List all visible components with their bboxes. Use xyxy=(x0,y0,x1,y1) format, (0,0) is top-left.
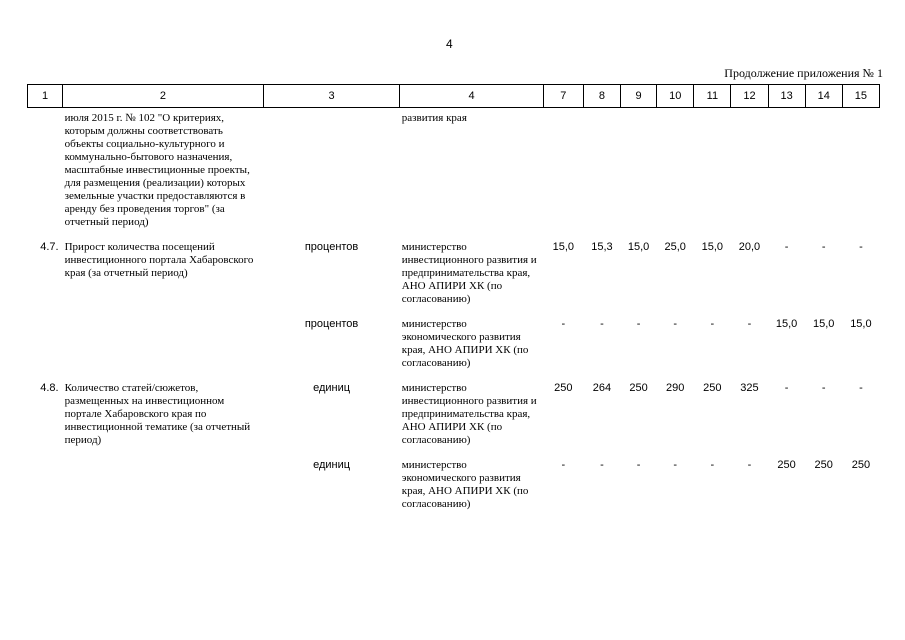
table-row xyxy=(28,370,880,447)
unit-cell xyxy=(263,108,399,230)
value-cell-col-15: - xyxy=(859,382,863,394)
responsible-cell: министерство инвестиционного развития и предпринимательства края, АНО АПИРИ ХК (по согласованию) xyxy=(401,382,537,446)
value-cell-col-11: 15,0 xyxy=(701,241,724,253)
unit-cell: процентов xyxy=(304,318,359,330)
header-cell-col-13: 13 xyxy=(768,85,805,108)
value-cell-col-12 xyxy=(731,108,768,230)
responsible-cell: министерство инвестиционного развития и предпринимательства края, АНО АПИРИ ХК (по согласованию) xyxy=(401,241,537,305)
value-cell-col-14 xyxy=(805,108,842,230)
value-cell-col-10 xyxy=(657,108,694,230)
value-cell-col-7: 250 xyxy=(554,382,573,394)
header-cell-col-8: 8 xyxy=(583,85,620,108)
value-cell-col-9: - xyxy=(636,318,641,330)
header-cell-col-12: 12 xyxy=(731,85,768,108)
table-row xyxy=(28,447,880,511)
table-row xyxy=(28,229,880,306)
value-cell-col-12: - xyxy=(747,318,752,330)
value-cell-col-9: 15,0 xyxy=(627,241,650,253)
table-body xyxy=(28,108,880,512)
value-cell-col-13: - xyxy=(784,382,789,394)
value-cell-col-9: - xyxy=(636,459,641,471)
value-cell-col-13: 15,0 xyxy=(775,318,798,330)
value-cell-col-11: 250 xyxy=(703,382,722,394)
header-cell-col-7: 7 xyxy=(543,85,583,108)
value-cell-col-11: - xyxy=(710,459,715,471)
row-code: 4.8. xyxy=(40,382,59,394)
value-cell-col-14: - xyxy=(821,382,826,394)
value-cell-col-15: 250 xyxy=(851,459,871,471)
row-code xyxy=(28,306,63,370)
value-cell-col-12: 325 xyxy=(740,382,759,394)
value-cell-col-10: - xyxy=(673,318,678,330)
value-cell-col-8 xyxy=(583,108,620,230)
value-cell-col-11 xyxy=(694,108,731,230)
table-row xyxy=(28,108,880,230)
unit-cell: процентов xyxy=(304,241,359,253)
indicator-name: июля 2015 г. № 102 "О критериях, которым должны соответствовать объекты социально-культурного и коммунально-бытового назначения, масштабные инвестиционные проекты, для размещения (реализации) которых земельные участки предоставляются в аренду без проведения торгов" (за отчетный период) xyxy=(64,112,250,228)
value-cell-col-8: - xyxy=(600,318,604,330)
indicator-name xyxy=(63,306,264,370)
row-code: 4.7. xyxy=(40,241,59,253)
header-cell-col-2: 2 xyxy=(63,85,264,108)
value-cell-col-12: - xyxy=(747,459,752,471)
row-code xyxy=(28,108,63,230)
indicator-name: Количество статей/сюжетов, размещенных на инвестиционном портале Хабаровского края по инвестиционной тематике (за отчетный период) xyxy=(64,382,251,446)
value-cell-col-13: - xyxy=(784,241,789,253)
responsible-cell: министерство экономического развития края, АНО АПИРИ ХК (по согласованию) xyxy=(401,318,529,369)
header-cell-col-15: 15 xyxy=(842,85,879,108)
header-cell-col-9: 9 xyxy=(621,85,657,108)
value-cell-col-11: - xyxy=(710,318,715,330)
header-cell-col-11: 11 xyxy=(694,85,731,108)
header-cell-col-3: 3 xyxy=(263,85,399,108)
value-cell-col-12: 20,0 xyxy=(738,241,761,253)
value-cell-col-7 xyxy=(543,108,583,230)
responsible-cell: министерство экономического развития края, АНО АПИРИ ХК (по согласованию) xyxy=(401,459,529,510)
header-cell-col-14: 14 xyxy=(805,85,842,108)
value-cell-col-9: 250 xyxy=(629,382,648,394)
value-cell-col-7: 15,0 xyxy=(552,241,575,253)
value-cell-col-14: - xyxy=(821,241,826,253)
value-cell-col-10: 290 xyxy=(666,382,685,394)
value-cell-col-8: - xyxy=(600,459,604,471)
value-cell-col-13: 250 xyxy=(777,459,796,471)
indicators-table xyxy=(27,84,880,511)
value-cell-col-15: 15,0 xyxy=(850,318,872,330)
value-cell-col-7: - xyxy=(561,459,566,471)
header-cell-col-10: 10 xyxy=(657,85,694,108)
value-cell-col-9 xyxy=(621,108,657,230)
value-cell-col-15 xyxy=(842,108,879,230)
value-cell-col-7: - xyxy=(561,318,566,330)
continuation-label: Продолжение приложения № 1 xyxy=(724,66,883,80)
value-cell-col-13 xyxy=(768,108,805,230)
value-cell-col-15: - xyxy=(859,241,863,253)
unit-cell: единиц xyxy=(313,382,351,394)
value-cell-col-14: 250 xyxy=(814,459,833,471)
header-cell-col-1: 1 xyxy=(28,85,63,108)
unit-cell: единиц xyxy=(313,459,351,471)
row-code xyxy=(28,447,63,511)
page-number: 4 xyxy=(446,37,453,51)
value-cell-col-10: - xyxy=(673,459,678,471)
value-cell-col-14: 15,0 xyxy=(813,318,835,330)
value-cell-col-8: 264 xyxy=(592,382,612,394)
responsible-cell: развития края xyxy=(401,112,467,124)
value-cell-col-10: 25,0 xyxy=(664,241,686,253)
header-row xyxy=(28,85,880,108)
value-cell-col-8: 15,3 xyxy=(591,241,613,253)
header-cell-col-4: 4 xyxy=(400,85,544,108)
table-row xyxy=(28,306,880,370)
indicator-name xyxy=(63,447,264,511)
indicator-name: Прирост количества посещений инвестиционного портала Хабаровского края (за отчетный период) xyxy=(64,241,254,279)
